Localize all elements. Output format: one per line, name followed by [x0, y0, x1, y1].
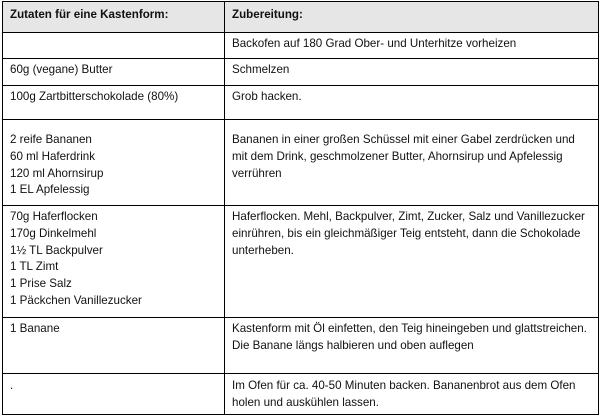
ingredient-line: 1 TL Zimt: [10, 260, 59, 274]
step-text: Haferflocken. Mehl, Backpulver, Zimt, Zucker, Salz und Vanillezucker einrühren, bis ein gleichmäßiger Teig entsteht, dann die Schokolade unterheben.: [232, 210, 585, 257]
step-text: Im Ofen für ca. 40-50 Minuten backen. Bananenbrot aus dem Ofen holen und auskühlen lassen.: [232, 379, 576, 409]
ingredients-cell: [3, 59, 225, 86]
ingredient-line: 1 Prise Salz: [10, 277, 72, 291]
ingredients-cell: [3, 318, 225, 374]
step-cell: [225, 318, 599, 374]
step-cell: [225, 33, 599, 59]
step-text: Bananen in einer großen Schüssel mit einer Gabel zerdrücken und mit dem Drink, geschmolzener Butter, Ahornsirup und Apfelessig verrühren: [232, 133, 575, 180]
ingredient-line: 70g Haferflocken: [10, 210, 98, 223]
ingredients-header: Zutaten für eine Kastenform:: [3, 2, 225, 33]
table-row: [3, 206, 599, 318]
table-row: [3, 86, 599, 120]
step-cell: [225, 206, 599, 318]
step-cell: [225, 59, 599, 86]
table-row: [3, 59, 599, 86]
step-text: Backofen auf 180 Grad Ober- und Unterhitze vorheizen: [232, 37, 517, 50]
ingredient-line: 1½ TL Backpulver: [10, 243, 103, 257]
step-cell: [225, 374, 599, 415]
ingredient-line: 60 ml Haferdrink: [10, 149, 96, 163]
ingredient-line: 1 Päckchen Vanillezucker: [10, 293, 142, 307]
table-header-row: [3, 2, 599, 33]
step-cell: [225, 120, 599, 206]
ingredients-cell: [3, 374, 225, 415]
table-row: [3, 33, 599, 59]
preparation-header: Zubereitung:: [225, 2, 599, 33]
table-row: [3, 318, 599, 374]
ingredients-cell: [3, 120, 225, 206]
ingredients-cell: [3, 206, 225, 318]
step-text: Schmelzen: [232, 63, 290, 76]
ingredient-line: 1 Banane: [10, 322, 60, 335]
step-text: Kastenform mit Öl einfetten, den Teig hineingeben und glattstreichen. Die Banane längs halbieren und oben auflegen: [232, 322, 587, 352]
ingredient-line: .: [10, 379, 14, 392]
table-row: [3, 120, 599, 206]
ingredient-line: 100g Zartbitterschokolade (80%): [10, 90, 179, 103]
ingredient-line: 120 ml Ahornsirup: [10, 166, 104, 180]
recipe-table: [2, 1, 599, 415]
table-row: [3, 374, 599, 415]
ingredients-cell: [3, 33, 225, 59]
step-cell: [225, 86, 599, 120]
ingredient-line: 2 reife Bananen: [10, 133, 92, 146]
ingredient-line: 60g (vegane) Butter: [10, 63, 113, 76]
ingredient-line: 170g Dinkelmehl: [10, 226, 97, 240]
ingredients-cell: [3, 86, 225, 120]
ingredient-line: 1 EL Apfelessig: [10, 183, 90, 197]
step-text: Grob hacken.: [232, 90, 302, 103]
